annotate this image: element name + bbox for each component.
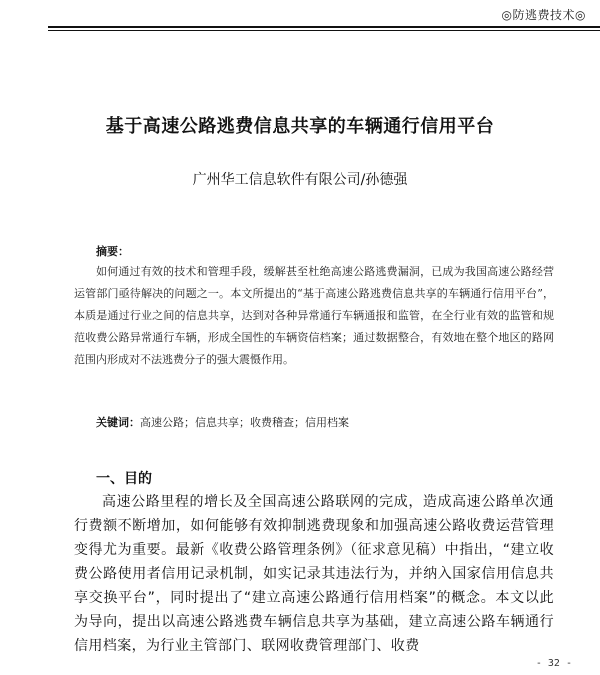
body-paragraph: 高速公路里程的增长及全国高速公路联网的完成，造成高速公路单次通行费额不断增加，如何能够有效抑制逃费现象和加强高速公路收费运营管理变得尤为重要。最新《收费公路管理条例》（征求意见稿）中指出，“建立收费公路使用者信用记录机制，如实记录其违法行为，并纳入国家信用信息共享交换平台”，同时提出了“建立高速公路通行信用档案”的概念。本文以此为导向，提出以高速公路逃费车辆信息共享为基础，建立高速公路车辆通行信用档案，为行业主管部门、联网收费管理部门、收费 <box>74 494 554 654</box>
page-number: - 32 - <box>535 658 572 669</box>
keywords <box>96 414 349 430</box>
article-title: 基于高速公路逃费信息共享的车辆通行信用平台 <box>105 116 495 137</box>
abstract-text: 如何通过有效的技术和管理手段，缓解甚至杜绝高速公路逃费漏洞，已成为我国高速公路经营运管部门亟待解决的问题之一。本文所提出的“基于高速公路逃费信息共享的车辆通行信用平台”，本质是通过行业之间的信息共享，达到对各种异常通行车辆通报和监管，在全行业有效的监管和规范收费公路异常通行车辆，形成全国性的车辆资信档案；通过数据整合，有效地在整个地区的路网范围内形成对不法逃费分子的强大震慑作用。 <box>74 265 554 366</box>
header-rule <box>48 26 600 28</box>
keywords-label: 关键词： <box>96 416 140 429</box>
column-tag: ◎防逃费技术◎ <box>501 8 586 22</box>
section-heading: 一、目的 <box>96 471 152 487</box>
keywords-text: 高速公路；信息共享；收费稽查；信用档案 <box>140 416 349 429</box>
article-author: 广州华工信息软件有限公司/孙德强 <box>192 172 408 188</box>
header-rule-thin <box>48 30 600 31</box>
abstract-label: 摘要： <box>96 245 129 258</box>
